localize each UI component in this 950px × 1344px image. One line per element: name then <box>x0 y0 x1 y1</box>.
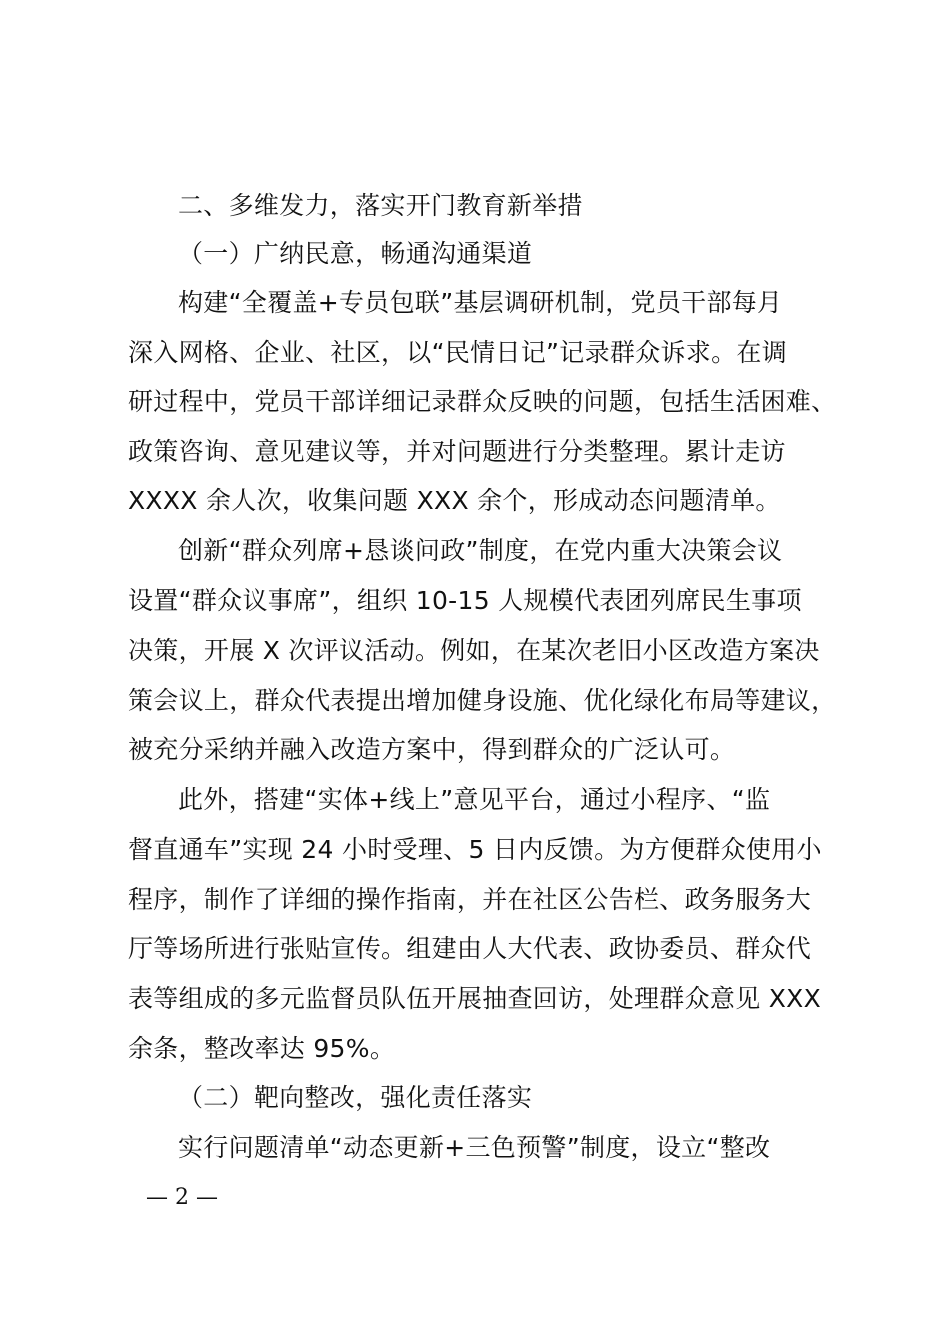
paragraph-line: XXXX 余人次，收集问题 XXX 余个，形成动态问题清单。 <box>128 486 781 515</box>
paragraph-line: 督直通车”实现 24 小时受理、5 日内反馈。为方便群众使用小 <box>128 835 822 864</box>
subsection-heading: （一）广纳民意，畅通沟通渠道 <box>178 239 533 268</box>
paragraph-line: 厅等场所进行张贴宣传。组建由人大代表、政协委员、群众代 <box>128 934 812 963</box>
page-number: — 2 — <box>146 1185 218 1210</box>
paragraph-line: 表等组成的多元监督员队伍开展抽查回访，处理群众意见 XXX <box>128 984 822 1013</box>
subsection-heading: （二）靶向整改，强化责任落实 <box>178 1083 533 1112</box>
paragraph-line: 程序，制作了详细的操作指南，并在社区公告栏、政务服务大 <box>128 885 812 914</box>
paragraph-line: 政策咨询、意见建议等，并对问题进行分类整理。累计走访 <box>128 437 786 466</box>
paragraph-line: 此外，搭建“实体+线上”意见平台，通过小程序、“监 <box>178 785 771 814</box>
paragraph-line: 被充分采纳并融入改造方案中，得到群众的广泛认可。 <box>128 735 736 764</box>
paragraph-line: 构建“全覆盖+专员包联”基层调研机制，党员干部每月 <box>178 288 783 317</box>
paragraph-line: 创新“群众列席+恳谈问政”制度，在党内重大决策会议 <box>178 536 783 565</box>
section-heading: 二、多维发力，落实开门教育新举措 <box>178 191 583 220</box>
paragraph-line: 研过程中，党员干部详细记录群众反映的问题，包括生活困难、 <box>128 387 837 416</box>
paragraph-line: 策会议上，群众代表提出增加健身设施、优化绿化布局等建议， <box>128 686 837 715</box>
paragraph-line: 深入网格、企业、社区，以“民情日记”记录群众诉求。在调 <box>128 338 788 367</box>
paragraph-line: 余条，整改率达 95%。 <box>128 1034 396 1063</box>
paragraph-line: 实行问题清单“动态更新+三色预警”制度，设立“整改 <box>178 1133 771 1162</box>
paragraph-line: 设置“群众议事席”，组织 10-15 人规模代表团列席民生事项 <box>128 586 802 615</box>
paragraph-line: 决策，开展 X 次评议活动。例如，在某次老旧小区改造方案决 <box>128 636 820 665</box>
